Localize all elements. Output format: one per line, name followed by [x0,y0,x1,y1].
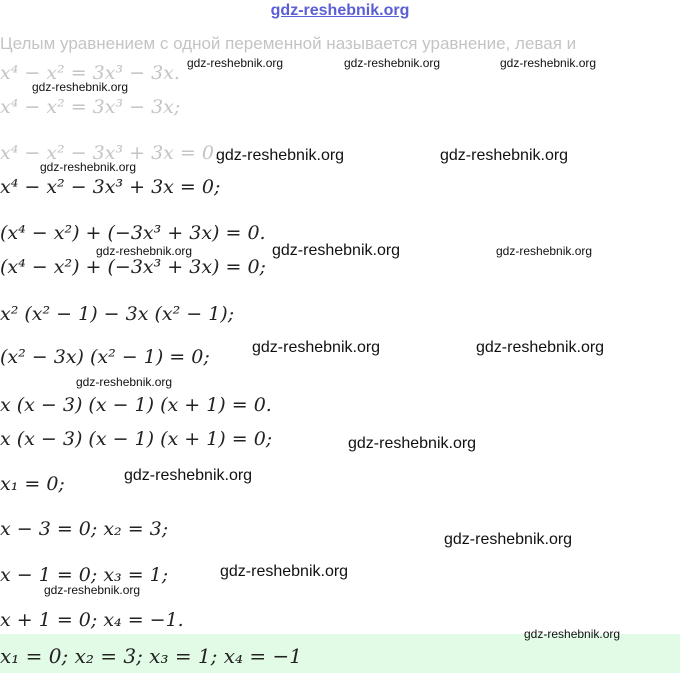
equation-line-5: (x⁴ − x²) + (−3x³ + 3x) = 0. [0,222,266,244]
watermark: gdz-reshebnik.org [348,435,477,452]
watermark: gdz-reshebnik.org [76,375,173,389]
equation-line-4: x⁴ − x² − 3x³ + 3x = 0; [0,176,221,198]
watermark: gdz-reshebnik.org [252,339,381,356]
equation-line-2: x⁴ − x² = 3x³ − 3x; [0,96,181,118]
watermark: gdz-reshebnik.org [476,339,605,356]
watermark: gdz-reshebnik.org [187,56,284,70]
equation-line-10: x (x − 3) (x − 1) (x + 1) = 0; [0,428,273,450]
watermark: gdz-reshebnik.org [124,467,253,484]
equation-line-7: x² (x² − 1) − 3x (x² − 1); [0,303,235,325]
watermark: gdz-reshebnik.org [496,244,593,258]
watermark: gdz-reshebnik.org [500,56,597,70]
equation-line-12: x − 3 = 0; x₂ = 3; [0,518,169,540]
watermark: gdz-reshebnik.org [44,583,141,597]
equation-line-11: x₁ = 0; [0,473,65,495]
equation-line-14: x + 1 = 0; x₄ = −1. [0,609,184,631]
intro-text: Целым уравнением с одной переменной называется уравнение, левая и [0,34,577,53]
equation-line-6: (x⁴ − x²) + (−3x³ + 3x) = 0; [0,256,266,278]
watermark: gdz-reshebnik.org [344,56,441,70]
answer-line: x₁ = 0; x₂ = 3; x₃ = 1; x₄ = −1 [0,644,303,668]
equation-line-8: (x² − 3x) (x² − 1) = 0; [0,346,210,368]
site-link[interactable]: gdz-reshebnik.org [270,2,410,19]
watermark: gdz-reshebnik.org [32,80,129,94]
equation-line-13: x − 1 = 0; x₃ = 1; [0,564,169,586]
watermark: gdz-reshebnik.org [216,147,345,164]
equation-line-1: x⁴ − x² = 3x³ − 3x. [0,62,180,84]
watermark: gdz-reshebnik.org [220,563,349,580]
watermark: gdz-reshebnik.org [40,160,137,174]
watermark: gdz-reshebnik.org [444,531,573,548]
watermark: gdz-reshebnik.org [272,242,401,259]
watermark: gdz-reshebnik.org [524,627,621,641]
watermark: gdz-reshebnik.org [96,244,193,258]
equation-line-9: x (x − 3) (x − 1) (x + 1) = 0. [0,394,272,416]
watermark: gdz-reshebnik.org [440,147,569,164]
equation-line-3: x⁴ − x² − 3x³ + 3x = 0. [0,142,221,164]
